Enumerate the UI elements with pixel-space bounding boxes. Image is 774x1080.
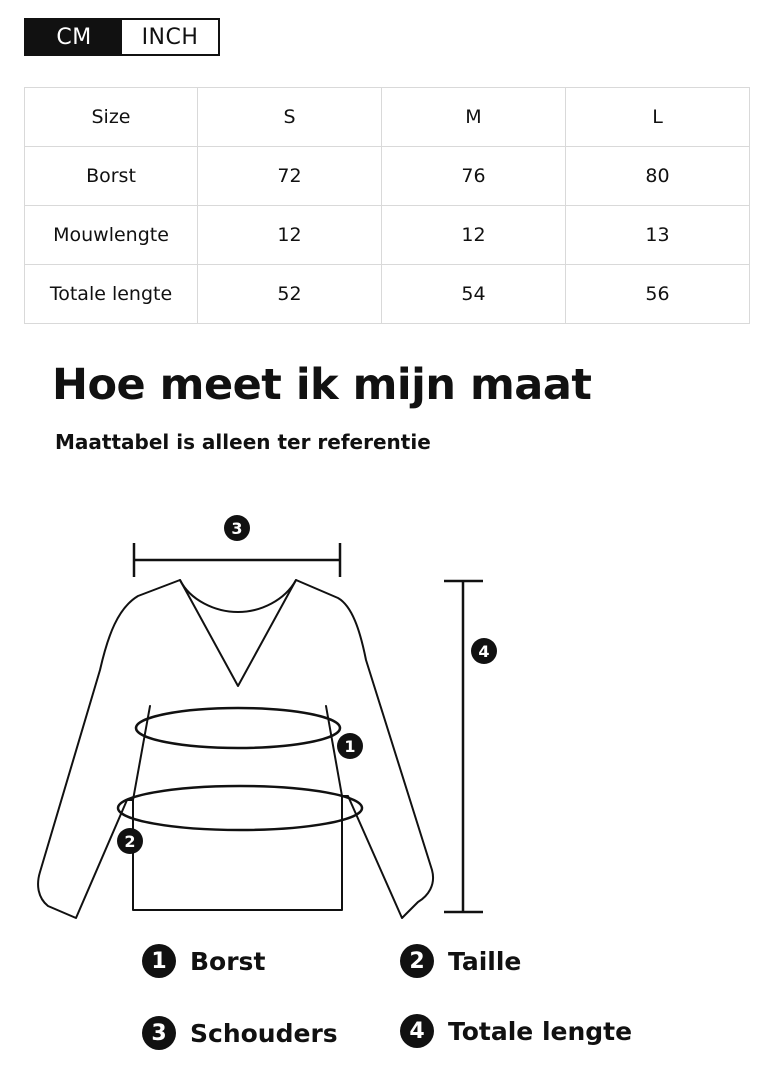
unit-toggle bbox=[24, 18, 220, 56]
legend-label: Totale lengte bbox=[448, 1016, 633, 1046]
table-header-row bbox=[25, 88, 750, 147]
chest-measure-line bbox=[136, 708, 340, 748]
table-row bbox=[25, 206, 750, 265]
row-label: Mouwlengte bbox=[25, 206, 198, 265]
table-cell: 54 bbox=[382, 265, 566, 324]
column-header: Size bbox=[25, 88, 198, 147]
column-header: S bbox=[198, 88, 382, 147]
legend-number-badge: 4 bbox=[400, 1014, 434, 1048]
legend-number-badge: 3 bbox=[142, 1016, 176, 1050]
marker-3: 3 bbox=[231, 519, 243, 538]
legend-label: Borst bbox=[190, 946, 266, 976]
marker-2: 2 bbox=[124, 832, 136, 851]
table-row bbox=[25, 147, 750, 206]
row-label: Borst bbox=[25, 147, 198, 206]
column-header: L bbox=[566, 88, 750, 147]
legend-label: Schouders bbox=[190, 1018, 338, 1048]
waist-measure-line bbox=[118, 786, 362, 830]
table-cell: 13 bbox=[566, 206, 750, 265]
guide-title: Hoe meet ik mijn maat bbox=[52, 360, 592, 410]
guide-subtitle: Maattabel is alleen ter referentie bbox=[55, 430, 431, 454]
cm-unit-button[interactable]: CM bbox=[26, 20, 122, 54]
legend-number-badge: 2 bbox=[400, 944, 434, 978]
legend-label: Taille bbox=[448, 946, 522, 976]
size-table bbox=[24, 87, 750, 324]
table-cell: 80 bbox=[566, 147, 750, 206]
legend-number-badge: 1 bbox=[142, 944, 176, 978]
marker-1: 1 bbox=[344, 737, 356, 756]
row-label: Totale lengte bbox=[25, 265, 198, 324]
table-cell: 56 bbox=[566, 265, 750, 324]
legend-item-schouders bbox=[142, 1016, 338, 1050]
legend-item-totale-lengte bbox=[400, 1014, 632, 1048]
length-measure-line bbox=[444, 581, 483, 912]
column-header: M bbox=[382, 88, 566, 147]
inch-unit-button[interactable]: INCH bbox=[122, 20, 218, 54]
table-row bbox=[25, 265, 750, 324]
shoulder-measure-line bbox=[134, 543, 340, 577]
legend-item-taille bbox=[400, 944, 521, 978]
table-cell: 76 bbox=[382, 147, 566, 206]
table-cell: 52 bbox=[198, 265, 382, 324]
table-cell: 72 bbox=[198, 147, 382, 206]
legend-item-borst bbox=[142, 944, 265, 978]
marker-4: 4 bbox=[478, 642, 490, 661]
v-neck bbox=[180, 580, 296, 686]
table-cell: 12 bbox=[198, 206, 382, 265]
table-cell: 12 bbox=[382, 206, 566, 265]
garment-measurement-diagram bbox=[0, 500, 774, 940]
